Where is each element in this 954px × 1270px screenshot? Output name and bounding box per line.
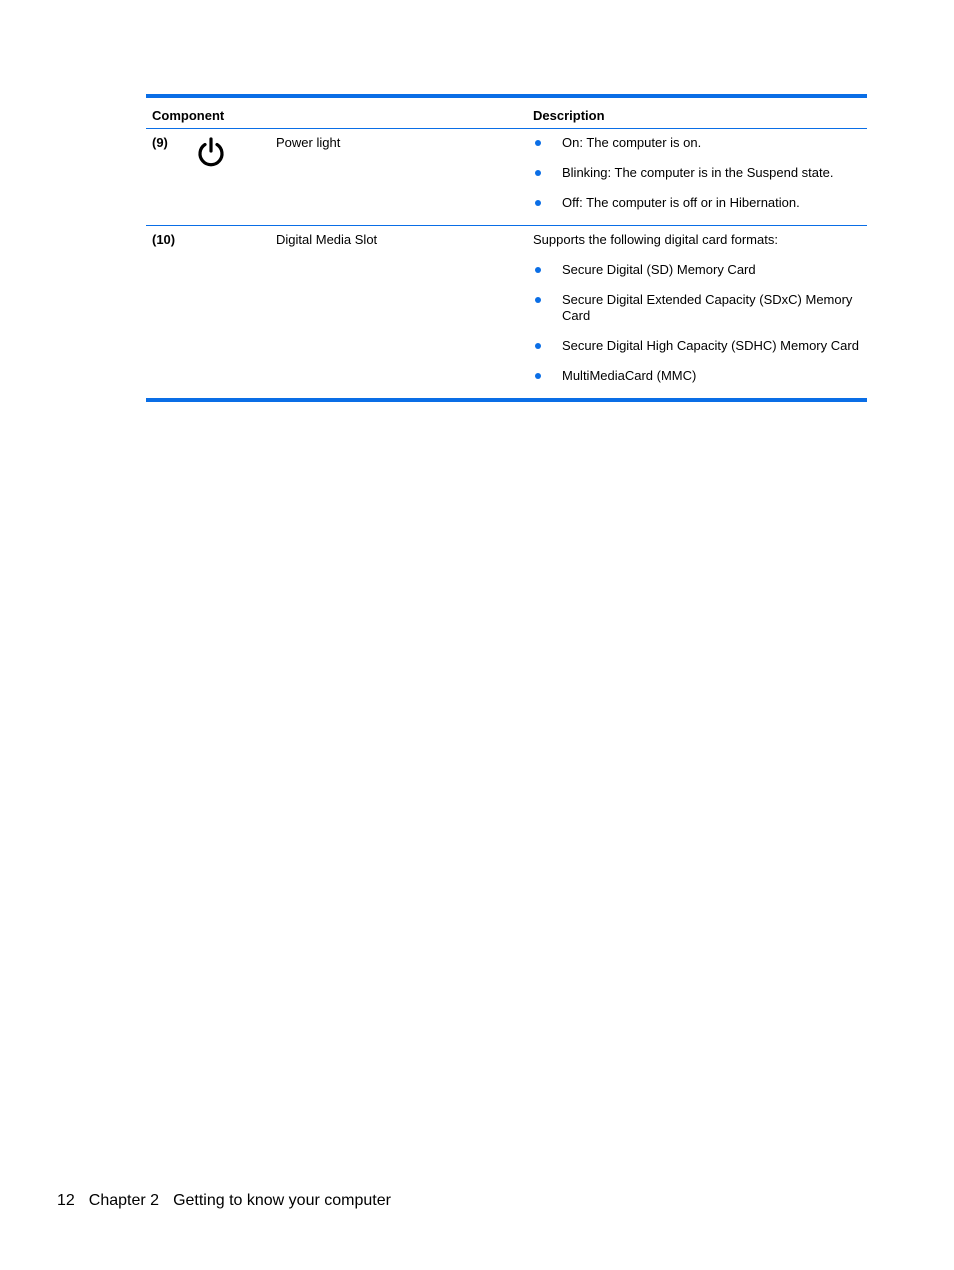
component-icon-cell (190, 129, 276, 225)
component-name: Digital Media Slot (276, 232, 378, 247)
description-list (533, 135, 859, 211)
component-name: Power light (276, 135, 341, 150)
description-intro: Supports the following digital card formats: (533, 232, 778, 247)
list-item: On: The computer is on. (533, 135, 859, 151)
component-description (527, 226, 867, 398)
component-number: (9) (152, 135, 168, 150)
list-item: Secure Digital High Capacity (SDHC) Memory Card (533, 338, 859, 354)
component-icon-cell (190, 226, 276, 398)
power-icon (196, 137, 226, 169)
component-table (146, 94, 867, 402)
page-number: 12 (57, 1192, 75, 1209)
chapter-title: Getting to know your computer (173, 1192, 391, 1209)
list-item: Off: The computer is off or in Hibernation. (533, 195, 859, 211)
table-row (146, 226, 867, 398)
header-component: Component (152, 108, 225, 123)
header-description: Description (533, 108, 605, 123)
list-item: Secure Digital Extended Capacity (SDxC) Memory Card (533, 292, 859, 324)
description-list (533, 262, 859, 384)
component-description (527, 129, 867, 225)
chapter-label: Chapter 2 (88, 1192, 160, 1209)
list-item: MultiMediaCard (MMC) (533, 368, 859, 384)
table-row (146, 129, 867, 226)
table-header-row (146, 98, 867, 129)
list-item: Blinking: The computer is in the Suspend state. (533, 165, 859, 181)
list-item: Secure Digital (SD) Memory Card (533, 262, 859, 278)
component-number: (10) (152, 232, 176, 247)
page-footer (57, 1192, 405, 1210)
